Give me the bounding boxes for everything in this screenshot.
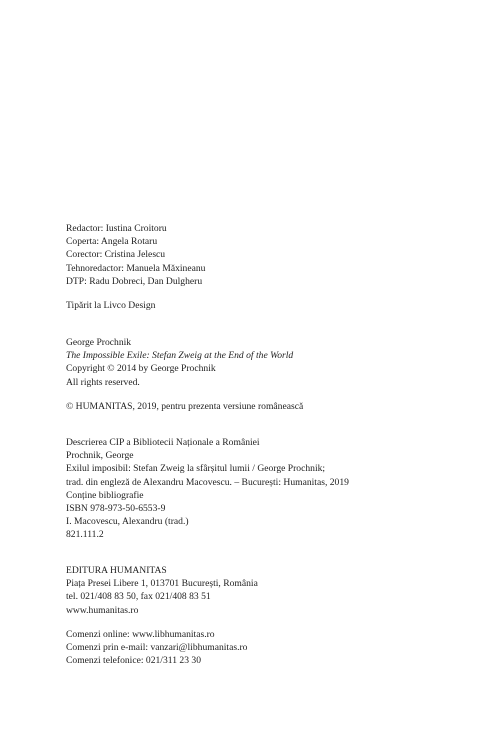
orders-phone: Comenzi telefonice: 021/311 23 30: [66, 655, 201, 667]
edition-rights: © HUMANITAS, 2019, pentru prezenta versiune românească: [66, 401, 304, 412]
cip-title: Exilul imposibil: Stefan Zweig la sfârșitul lumii / George Prochnik;: [66, 463, 326, 475]
original-title: The Impossible Exile: Stefan Zweig at the End of the World: [66, 350, 294, 362]
credit-typesetter: Tehnoredactor: Manuela Măxineanu: [66, 262, 206, 274]
original-rights: All rights reserved.: [66, 376, 140, 388]
cip-translator: I. Macovescu, Alexandru (trad.): [66, 516, 189, 528]
credits-block: [66, 222, 466, 288]
credit-dtp: DTP: Radu Dobreci, Dan Dulgheru: [66, 275, 203, 287]
publisher-name: EDITURA HUMANITAS: [66, 565, 167, 576]
printer-block: [66, 299, 466, 312]
orders-email: Comenzi prin e-mail: vanzari@libhumanitas.ro: [66, 642, 248, 654]
cip-block: [66, 436, 466, 542]
publisher-website: www.humanitas.ro: [66, 604, 139, 616]
original-edition-block: [66, 336, 466, 389]
publisher-phone: tel. 021/408 83 50, fax 021/408 83 51: [66, 591, 211, 603]
publisher-block: [66, 564, 466, 617]
cip-isbn: ISBN 978-973-50-6553-9: [66, 503, 166, 515]
orders-online: Comenzi online: www.libhumanitas.ro: [66, 629, 215, 640]
cip-heading: Descrierea CIP a Bibliotecii Naționale a României: [66, 437, 260, 448]
cip-translation: trad. din engleză de Alexandru Macovescu. – București: Humanitas, 2019: [66, 476, 349, 488]
publisher-address: Piața Presei Libere 1, 013701 București, România: [66, 578, 258, 590]
cip-bibliography: Conține bibliografie: [66, 489, 144, 501]
orders-block: [66, 628, 466, 668]
cip-classification: 821.111.2: [66, 529, 104, 541]
original-author: George Prochnik: [66, 337, 132, 348]
edition-rights-block: [66, 400, 466, 413]
credit-cover: Coperta: Angela Rotaru: [66, 236, 158, 248]
credit-proofreader: Corector: Cristina Jelescu: [66, 249, 166, 261]
cip-author: Prochnik, George: [66, 450, 134, 462]
original-copyright: Copyright © 2014 by George Prochnik: [66, 363, 216, 375]
printed-by: Tipărit la Livco Design: [66, 300, 156, 311]
credit-editor: Redactor: Iustina Croitoru: [66, 223, 167, 234]
